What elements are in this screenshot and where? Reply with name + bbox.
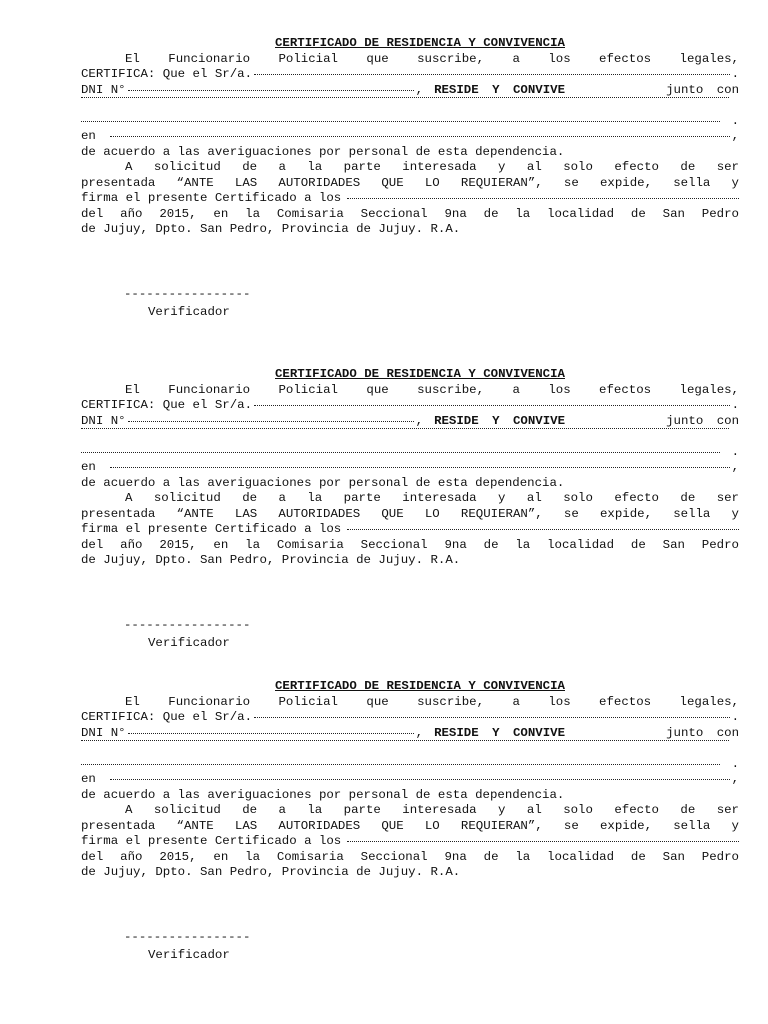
junto-text: junto con (666, 413, 739, 428)
certifica-line: CERTIFICA: Que el Sr/a. . (81, 710, 739, 724)
dni-label: DNI N° (81, 82, 126, 97)
reside-text: RESIDE Y CONVIVE (434, 413, 566, 428)
presentada-line: presentada “ANTE LAS AUTORIDADES QUE LO REQUIERAN”, se expide, sella y (81, 506, 739, 521)
blank-line-2: . (81, 114, 739, 130)
signature-line: ----------------- (124, 618, 251, 632)
jujuy-line: de Jujuy, Dpto. San Pedro, Provincia de Jujuy. R.A. (81, 553, 461, 567)
en-label: en (81, 772, 96, 786)
date-blank (347, 528, 739, 530)
presentada-line: presentada “ANTE LAS AUTORIDADES QUE LO REQUIERAN”, se expide, sella y (81, 818, 739, 833)
address-blank (110, 466, 730, 468)
signature-label: Verificador (148, 305, 230, 319)
blank-dots (81, 120, 720, 122)
firma-line (81, 522, 739, 538)
anio-line: del año 2015, en la Comisaria Seccional 9na de la localidad de San Pedro (81, 849, 739, 864)
date-blank (347, 840, 739, 842)
dni-blank (128, 420, 414, 422)
solicitud-line: A solicitud de a la parte interesada y al solo efecto de ser (125, 491, 739, 505)
en-label: en (81, 460, 96, 474)
dni-line: DNI N° , RESIDE Y CONVIVE junto con (81, 413, 739, 428)
intro-line: El Funcionario Policial que suscribe, a los efectos legales, (125, 382, 739, 397)
solicitud-line: A solicitud de a la parte interesada y al solo efecto de ser (125, 803, 739, 817)
certificate-title: CERTIFICADO DE RESIDENCIA Y CONVIVENCIA (275, 36, 565, 50)
certifica-text: CERTIFICA: Que el Sr/a. (81, 398, 253, 412)
en-line: en , (81, 772, 739, 786)
blank-line-1 (81, 741, 739, 757)
jujuy-line: de Jujuy, Dpto. San Pedro, Provincia de Jujuy. R.A. (81, 865, 461, 879)
certifica-text: CERTIFICA: Que el Sr/a. (81, 710, 253, 724)
dni-label: DNI N° (81, 413, 126, 428)
jujuy-line: de Jujuy, Dpto. San Pedro, Provincia de Jujuy. R.A. (81, 222, 461, 236)
certifica-line: CERTIFICA: Que el Sr/a. . (81, 398, 739, 412)
en-line: en , (81, 129, 739, 143)
certificate-3 (81, 679, 739, 881)
firma-line (81, 191, 739, 207)
dni-line: DNI N° , RESIDE Y CONVIVE junto con (81, 82, 739, 97)
certificate-2 (81, 367, 739, 569)
signature-label: Verificador (148, 636, 230, 650)
firma-line (81, 834, 739, 850)
averiguaciones-line: de acuerdo a las averiguaciones por personal de esta dependencia. (81, 787, 565, 802)
en-label: en (81, 129, 96, 143)
junto-text: junto con (666, 82, 739, 97)
intro-line: El Funcionario Policial que suscribe, a los efectos legales, (125, 694, 739, 709)
date-blank (347, 197, 739, 199)
blank-line-2: . (81, 757, 739, 773)
reside-text: RESIDE Y CONVIVE (434, 82, 566, 97)
anio-line: del año 2015, en la Comisaria Seccional 9na de la localidad de San Pedro (81, 537, 739, 552)
signature-line: ----------------- (124, 930, 251, 944)
anio-line: del año 2015, en la Comisaria Seccional 9na de la localidad de San Pedro (81, 206, 739, 221)
junto-text: junto con (666, 725, 739, 740)
firma-text: firma el presente Certificado a los (81, 191, 342, 205)
firma-text: firma el presente Certificado a los (81, 834, 342, 848)
dni-blank (128, 89, 414, 91)
blank-dots (81, 763, 720, 765)
blank-dots (81, 427, 729, 429)
blank-line-1 (81, 98, 739, 114)
averiguaciones-line: de acuerdo a las averiguaciones por personal de esta dependencia. (81, 475, 565, 490)
certifica-text: CERTIFICA: Que el Sr/a. (81, 67, 253, 81)
blank-line-2: . (81, 445, 739, 461)
signature-label: Verificador (148, 948, 230, 962)
address-blank (110, 135, 730, 137)
en-line: en , (81, 460, 739, 474)
certificate-1 (81, 36, 739, 238)
solicitud-line: A solicitud de a la parte interesada y al solo efecto de ser (125, 160, 739, 174)
name-blank (254, 73, 730, 75)
reside-text: RESIDE Y CONVIVE (434, 725, 566, 740)
dni-blank (128, 732, 414, 734)
firma-text: firma el presente Certificado a los (81, 522, 342, 536)
name-blank (254, 716, 730, 718)
blank-line-1 (81, 429, 739, 445)
signature-line: ----------------- (124, 287, 251, 301)
blank-dots (81, 96, 729, 98)
dni-label: DNI N° (81, 725, 126, 740)
blank-dots (81, 739, 729, 741)
dni-line: DNI N° , RESIDE Y CONVIVE junto con (81, 725, 739, 740)
name-blank (254, 404, 730, 406)
certificate-title: CERTIFICADO DE RESIDENCIA Y CONVIVENCIA (275, 367, 565, 381)
intro-line: El Funcionario Policial que suscribe, a los efectos legales, (125, 51, 739, 66)
blank-dots (81, 451, 720, 453)
presentada-line: presentada “ANTE LAS AUTORIDADES QUE LO REQUIERAN”, se expide, sella y (81, 175, 739, 190)
averiguaciones-line: de acuerdo a las averiguaciones por personal de esta dependencia. (81, 144, 565, 159)
address-blank (110, 778, 730, 780)
certifica-line: CERTIFICA: Que el Sr/a. . (81, 67, 739, 81)
certificate-title: CERTIFICADO DE RESIDENCIA Y CONVIVENCIA (275, 679, 565, 693)
